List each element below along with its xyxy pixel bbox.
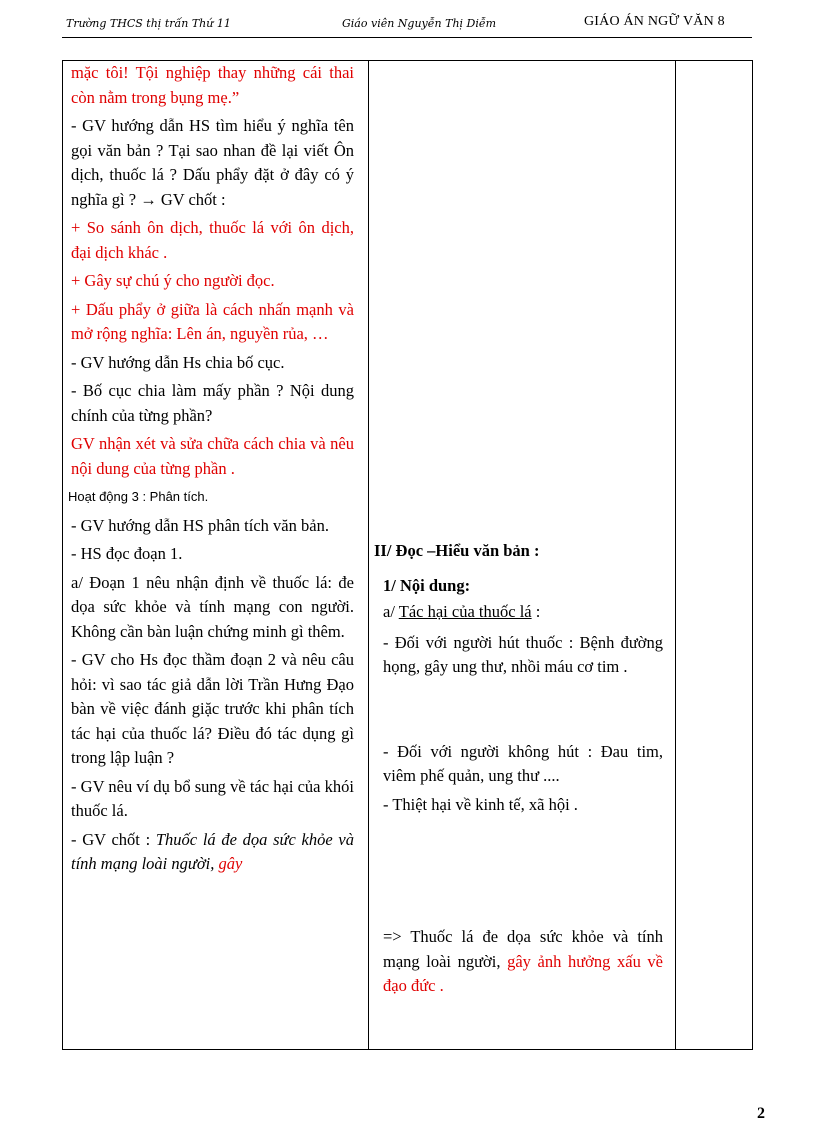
lesson-table <box>62 60 753 1050</box>
guide-title-meaning: - GV hướng dẫn HS tìm hiểu ý nghĩa tên gọi văn bản ? Tại sao nhan đề lại viết Ôn dịch, thuốc lá ? Dấu phẩy đặt ở đây có ý nghĩa gì ? → GV chốt : <box>71 116 354 209</box>
point-compare: + So sánh ôn dịch, thuốc lá với ôn dịch, đại dịch khác . <box>71 218 354 262</box>
header-title: GIÁO ÁN NGỮ VĂN 8 <box>584 14 725 29</box>
column-divider-2 <box>675 61 676 1049</box>
header-divider <box>62 37 752 38</box>
harm-non-smokers: - Đối với người không hút : Đau tim, viêm phế quản, ung thư .... <box>383 741 663 785</box>
harm-prefix: a/ <box>383 602 399 621</box>
harm-suffix: : <box>531 602 541 621</box>
header-school: Trường THCS thị trấn Thứ 11 <box>66 17 231 30</box>
conclusion-red: gây <box>218 854 243 873</box>
content-column <box>374 539 664 1003</box>
activity-column <box>68 61 354 881</box>
harm-heading <box>383 600 663 625</box>
harm-conclusion <box>383 925 663 999</box>
question-layout: - Bố cục chia làm mấy phần ? Nội dung chính của từng phần? <box>71 381 354 425</box>
conclusion-italic: Thuốc lá đe dọa sức khỏe và tính mạng loài người, <box>71 829 354 873</box>
column-divider-1 <box>368 61 369 1049</box>
paragraph-2-question: - GV cho Hs đọc thầm đoạn 2 và nêu câu hỏi: vì sao tác giả dẫn lời Trần Hưng Đạo bàn về việc đánh giặc trước khi phân tích tác hại của thuốc lá? Điều đó tác dụng gì trong lập luận ? <box>71 650 354 767</box>
harm-smokers: - Đối với người hút thuốc : Bệnh đường họng, gây ung thư, nhồi máu cơ tim . <box>383 632 663 676</box>
conclusion-prefix: - GV chốt : <box>71 829 156 849</box>
page-number: 2 <box>757 1105 765 1122</box>
content-heading: 1/ Nội dung: <box>383 575 471 595</box>
activity-3-heading: Hoạt động 3 : Phân tích. <box>68 489 209 504</box>
paragraph-1-note: a/ Đoạn 1 nêu nhận định về thuốc lá: đe dọa sức khỏe và tính mạng con người. Không cần bàn luận chứng minh gì thêm. <box>71 572 354 641</box>
example-smoke: - GV nêu ví dụ bổ sung về tác hại của khói thuốc lá. <box>71 776 354 820</box>
header-teacher: Giáo viên Nguyễn Thị Diễm <box>342 17 497 30</box>
harm-economy: - Thiệt hại về kinh tế, xã hội . <box>383 794 578 814</box>
harm-conclusion-red: gây ảnh hưởng xấu về đạo đức . <box>383 951 664 995</box>
teacher-review: GV nhận xét và sửa chữa cách chia và nêu nội dung của từng phần . <box>71 434 354 478</box>
read-paragraph-1: - HS đọc đoạn 1. <box>71 544 183 563</box>
teacher-conclusion <box>71 828 354 877</box>
harm-title: Tác hại của thuốc lá <box>398 602 532 621</box>
guide-layout: - GV hướng dẫn Hs chia bố cục. <box>71 352 285 372</box>
point-attention: + Gây sự chú ý cho người đọc. <box>71 271 275 290</box>
point-comma: + Dấu phẩy ở giữa là cách nhấn mạnh và mở rộng nghĩa: Lên án, nguyền rủa, … <box>71 299 354 343</box>
harm-conclusion-black: => Thuốc lá đe dọa sức khỏe và tính mạng loài người, <box>383 927 663 971</box>
guide-analysis: - GV hướng dẫn HS phân tích văn bản. <box>71 515 329 535</box>
quote-ending: mặc tôi! Tội nghiệp thay những cái thai còn nằm trong bụng mẹ.” <box>71 63 354 107</box>
section-heading: II/ Đọc –Hiểu văn bản : <box>374 541 540 560</box>
